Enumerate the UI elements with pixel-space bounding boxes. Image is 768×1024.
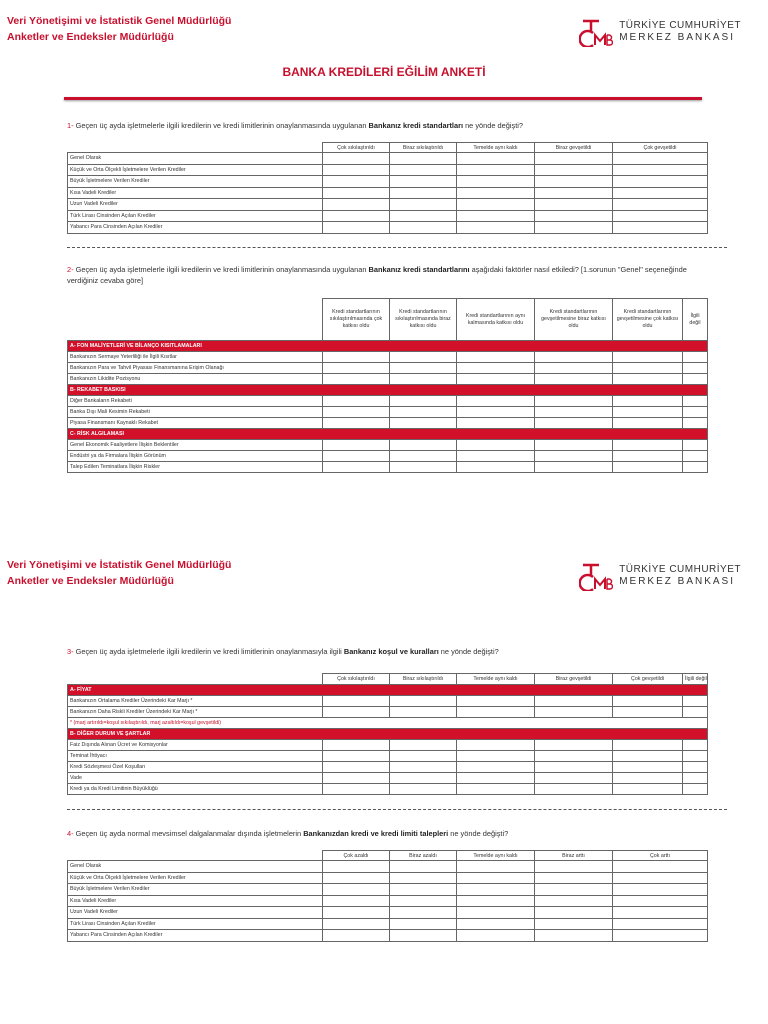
- logo-line1: TÜRKİYE CUMHURİYET: [619, 20, 741, 31]
- q3-row-label: Faiz Dışında Alınan Ücret ve Komisyonlar: [68, 740, 323, 751]
- q4-col-2: Biraz azaldı: [390, 851, 457, 861]
- answer-cell[interactable]: [613, 418, 683, 429]
- answer-cell[interactable]: [535, 740, 613, 751]
- answer-cell[interactable]: [390, 895, 457, 907]
- answer-cell[interactable]: [683, 407, 708, 418]
- q3-col-4: Biraz gevşetildi: [535, 674, 613, 685]
- answer-cell[interactable]: [323, 696, 390, 707]
- table-row: [68, 199, 708, 211]
- q4-number: 4-: [67, 829, 74, 838]
- answer-cell[interactable]: [535, 872, 613, 884]
- answer-cell[interactable]: [457, 210, 535, 222]
- answer-cell[interactable]: [390, 740, 457, 751]
- answer-cell[interactable]: [323, 164, 390, 176]
- answer-cell[interactable]: [535, 930, 613, 942]
- q1-col-3: Temelde aynı kaldı: [457, 143, 535, 153]
- answer-cell[interactable]: [457, 363, 535, 374]
- answer-cell[interactable]: [323, 396, 390, 407]
- answer-cell[interactable]: [323, 153, 390, 165]
- answer-cell[interactable]: [683, 740, 708, 751]
- table-row: [68, 451, 708, 462]
- answer-cell[interactable]: [323, 176, 390, 188]
- answer-cell[interactable]: [457, 187, 535, 199]
- logo-line2: MERKEZ BANKASI: [619, 576, 736, 587]
- answer-cell[interactable]: [323, 210, 390, 222]
- q3-col-6: İlgili değil: [683, 674, 708, 685]
- logo-line1: TÜRKİYE CUMHURİYET: [619, 564, 741, 575]
- answer-cell[interactable]: [535, 222, 613, 234]
- table-row: [68, 784, 708, 795]
- table-row: [68, 374, 708, 385]
- q2-col-2: Kredi standartlarının sıkılaştırılmasında biraz katkısı oldu: [390, 299, 457, 341]
- table-row: [68, 164, 708, 176]
- q2-row-label: Endüstri ya da Firmalara İlişkin Görünüm: [68, 451, 323, 462]
- department-line2: Anketler ve Endeksler Müdürlüğü: [7, 31, 174, 43]
- q3-text: Geçen üç ayda işletmelerle ilgili kredilerin ve kredi limitlerinin onaylanmasıyla ilgili: [73, 647, 344, 656]
- q3-row-label: Kredi ya da Kredi Limitinin Büyüklüğü: [68, 784, 323, 795]
- q2-text: Geçen üç ayda işletmelerle ilgili kredilerin ve kredi limitlerinin onaylanmasında uygulanan: [73, 265, 369, 274]
- answer-cell[interactable]: [683, 762, 708, 773]
- answer-cell[interactable]: [683, 696, 708, 707]
- answer-cell[interactable]: [683, 462, 708, 473]
- q1-bold: Bankanız kredi standartları: [368, 121, 464, 130]
- answer-cell[interactable]: [390, 396, 457, 407]
- answer-cell[interactable]: [457, 352, 535, 363]
- answer-cell[interactable]: [683, 784, 708, 795]
- answer-cell[interactable]: [535, 918, 613, 930]
- table-row: [68, 773, 708, 784]
- q4-col-1: Çok azaldı: [323, 851, 390, 861]
- answer-cell[interactable]: [323, 740, 390, 751]
- table-row: [68, 210, 708, 222]
- answer-cell[interactable]: [535, 363, 613, 374]
- answer-cell[interactable]: [683, 374, 708, 385]
- answer-cell[interactable]: [613, 176, 708, 188]
- q4-col-4: Biraz arttı: [535, 851, 613, 861]
- answer-cell[interactable]: [613, 784, 683, 795]
- answer-cell[interactable]: [457, 707, 535, 718]
- q4-col-3: Temelde aynı kaldı: [457, 851, 535, 861]
- answer-cell[interactable]: [323, 773, 390, 784]
- answer-cell[interactable]: [323, 895, 390, 907]
- answer-cell[interactable]: [323, 884, 390, 896]
- answer-cell[interactable]: [535, 418, 613, 429]
- answer-cell[interactable]: [457, 396, 535, 407]
- answer-cell[interactable]: [457, 861, 535, 873]
- answer-cell[interactable]: [535, 153, 613, 165]
- q3-section-a: A- FİYAT: [68, 685, 708, 696]
- answer-cell[interactable]: [683, 352, 708, 363]
- q4-row-label: Genel Olarak: [68, 861, 323, 873]
- answer-cell[interactable]: [390, 352, 457, 363]
- answer-cell[interactable]: [390, 451, 457, 462]
- answer-cell[interactable]: [613, 222, 708, 234]
- q3-text-end: ne yönde değişti?: [438, 647, 499, 656]
- q2-col-3: Kredi standartlarının aynı kalmasında katkısı oldu: [457, 299, 535, 341]
- answer-cell[interactable]: [323, 462, 390, 473]
- answer-cell[interactable]: [613, 199, 708, 211]
- answer-cell[interactable]: [457, 751, 535, 762]
- answer-cell[interactable]: [323, 199, 390, 211]
- answer-cell[interactable]: [683, 751, 708, 762]
- answer-cell[interactable]: [323, 762, 390, 773]
- answer-cell[interactable]: [457, 918, 535, 930]
- table-row: [68, 407, 708, 418]
- answer-cell[interactable]: [457, 895, 535, 907]
- answer-cell[interactable]: [323, 451, 390, 462]
- answer-cell[interactable]: [390, 884, 457, 896]
- answer-cell[interactable]: [323, 861, 390, 873]
- table-row: [68, 861, 708, 873]
- question-3: [67, 646, 707, 657]
- q1-col-1: Çok sıkılaştırıldı: [323, 143, 390, 153]
- dashed-separator: [67, 809, 727, 810]
- table-row: [68, 918, 708, 930]
- q4-row-label: Türk Lirası Cinsinden Açılan Krediler: [68, 918, 323, 930]
- q3-col-5: Çok gevşetildi: [613, 674, 683, 685]
- answer-cell[interactable]: [323, 440, 390, 451]
- answer-cell[interactable]: [390, 918, 457, 930]
- q4-row-label: Kısa Vadeli Krediler: [68, 895, 323, 907]
- answer-cell[interactable]: [390, 872, 457, 884]
- answer-cell[interactable]: [457, 440, 535, 451]
- answer-cell[interactable]: [613, 884, 708, 896]
- q2-row-label: Diğer Bankaların Rekabeti: [68, 396, 323, 407]
- q1-row-label: Genel Olarak: [68, 153, 323, 165]
- answer-cell[interactable]: [613, 930, 708, 942]
- table-row: [68, 707, 708, 718]
- answer-cell[interactable]: [613, 907, 708, 919]
- table-row: [68, 762, 708, 773]
- answer-cell[interactable]: [390, 930, 457, 942]
- answer-cell[interactable]: [535, 884, 613, 896]
- answer-cell[interactable]: [535, 861, 613, 873]
- answer-cell[interactable]: [390, 176, 457, 188]
- q1-col-4: Biraz gevşetildi: [535, 143, 613, 153]
- q2-row-label: Bankanızın Sermaye Yeterliliği ile İlgili Kısıtlar: [68, 352, 323, 363]
- answer-cell[interactable]: [535, 199, 613, 211]
- q2-col-5: Kredi standartlarının gevşetilmesine çok katkısı oldu: [613, 299, 683, 341]
- answer-cell[interactable]: [535, 210, 613, 222]
- answer-cell[interactable]: [457, 740, 535, 751]
- answer-cell[interactable]: [390, 363, 457, 374]
- page1-header: [7, 13, 761, 53]
- q1-row-label: Büyük İşletmelere Verilen Krediler: [68, 176, 323, 188]
- answer-cell[interactable]: [683, 773, 708, 784]
- answer-cell[interactable]: [613, 451, 683, 462]
- answer-cell[interactable]: [535, 187, 613, 199]
- answer-cell[interactable]: [613, 462, 683, 473]
- question-4: [67, 828, 707, 839]
- answer-cell[interactable]: [323, 707, 390, 718]
- answer-cell[interactable]: [390, 222, 457, 234]
- q2-number: 2-: [67, 265, 74, 274]
- answer-cell[interactable]: [535, 751, 613, 762]
- q4-row-label: Yabancı Para Cinsinden Açılan Krediler: [68, 930, 323, 942]
- answer-cell[interactable]: [683, 363, 708, 374]
- answer-cell[interactable]: [683, 440, 708, 451]
- answer-cell[interactable]: [535, 176, 613, 188]
- answer-cell[interactable]: [323, 751, 390, 762]
- answer-cell[interactable]: [613, 187, 708, 199]
- answer-cell[interactable]: [535, 451, 613, 462]
- answer-cell[interactable]: [535, 374, 613, 385]
- answer-cell[interactable]: [683, 418, 708, 429]
- answer-cell[interactable]: [535, 396, 613, 407]
- answer-cell[interactable]: [457, 872, 535, 884]
- q3-margin-note: * (marj artırıldı=koşul sıkılaştırıldı, marj azaltıldı=koşul gevşetildi): [68, 718, 708, 729]
- q2-text-end: aşağıdaki faktörler nasıl etkiledi? [1.sorunun "Genel" seçeneğinde verdiğiniz cevaba göre]: [67, 265, 687, 285]
- tcmb-logo-icon: [579, 17, 613, 47]
- q3-row-label: Kredi Sözleşmesi Özel Koşulları: [68, 762, 323, 773]
- question-2: [67, 264, 707, 286]
- q1-row-label: Türk Lirası Cinsinden Açılan Krediler: [68, 210, 323, 222]
- answer-cell[interactable]: [323, 363, 390, 374]
- logo-line2: MERKEZ BANKASI: [619, 32, 736, 43]
- q4-text: Geçen üç ayda normal mevsimsel dalgalanmalar dışında işletmelerin: [73, 829, 304, 838]
- q1-text: Geçen üç ayda işletmelerle ilgili kredilerin ve kredi limitlerinin onaylanmasında uygulanan: [73, 121, 369, 130]
- answer-cell[interactable]: [323, 187, 390, 199]
- q2-bold: Bankanız kredi standartlarını: [368, 265, 470, 274]
- department-line1: Veri Yönetişimi ve İstatistik Genel Müdürlüğü: [7, 559, 232, 571]
- q3-number: 3-: [67, 647, 74, 656]
- answer-cell[interactable]: [390, 210, 457, 222]
- answer-cell[interactable]: [390, 861, 457, 873]
- answer-cell[interactable]: [390, 374, 457, 385]
- answer-cell[interactable]: [613, 210, 708, 222]
- answer-cell[interactable]: [457, 462, 535, 473]
- q1-number: 1-: [67, 121, 74, 130]
- q1-col-2: Biraz sıkılaştırıldı: [390, 143, 457, 153]
- q2-row-label: Bankanızın Likidite Pozisyonu: [68, 374, 323, 385]
- q4-table: [67, 850, 708, 942]
- q2-row-label: Banka Dışı Mali Kesimin Rekabeti: [68, 407, 323, 418]
- question-1: [67, 120, 707, 131]
- answer-cell[interactable]: [683, 451, 708, 462]
- answer-cell[interactable]: [535, 773, 613, 784]
- q3-col-3: Temelde aynı kaldı: [457, 674, 535, 685]
- q2-row-label: Piyasa Finansmanı Kaynaklı Rekabet: [68, 418, 323, 429]
- answer-cell[interactable]: [457, 407, 535, 418]
- table-row: [68, 418, 708, 429]
- q2-row-label: Bankanızın Para ve Tahvil Piyasası Finansmanına Erişim Olanağı: [68, 363, 323, 374]
- answer-cell[interactable]: [535, 440, 613, 451]
- table-row: [68, 363, 708, 374]
- table-row: [68, 176, 708, 188]
- q2-table: [67, 298, 708, 473]
- answer-cell[interactable]: [390, 762, 457, 773]
- answer-cell[interactable]: [613, 895, 708, 907]
- answer-cell[interactable]: [535, 895, 613, 907]
- answer-cell[interactable]: [390, 440, 457, 451]
- answer-cell[interactable]: [390, 418, 457, 429]
- answer-cell[interactable]: [535, 407, 613, 418]
- answer-cell[interactable]: [390, 707, 457, 718]
- table-row: [68, 222, 708, 234]
- table-row: [68, 153, 708, 165]
- answer-cell[interactable]: [613, 707, 683, 718]
- answer-cell[interactable]: [457, 930, 535, 942]
- tcmb-logo: [579, 17, 741, 47]
- answer-cell[interactable]: [457, 907, 535, 919]
- table-row: [68, 187, 708, 199]
- q1-row-label: Küçük ve Orta Ölçekli İşletmelere Verilen Krediler: [68, 164, 323, 176]
- table-row: [68, 872, 708, 884]
- answer-cell[interactable]: [683, 396, 708, 407]
- table-row: [68, 751, 708, 762]
- answer-cell[interactable]: [613, 872, 708, 884]
- q2-col-1: Kredi standartlarının sıkılaştırılmasında çok katkısı oldu: [323, 299, 390, 341]
- answer-cell[interactable]: [535, 352, 613, 363]
- answer-cell[interactable]: [457, 164, 535, 176]
- answer-cell[interactable]: [390, 187, 457, 199]
- table-row: [68, 895, 708, 907]
- q3-bold: Bankanız koşul ve kuralları: [343, 647, 439, 656]
- answer-cell[interactable]: [613, 740, 683, 751]
- answer-cell[interactable]: [390, 773, 457, 784]
- q2-section-a: A- FON MALİYETLERİ VE BİLANÇO KISITLAMALARI: [68, 341, 708, 352]
- answer-cell[interactable]: [323, 872, 390, 884]
- answer-cell[interactable]: [613, 762, 683, 773]
- q3-table: [67, 673, 708, 795]
- table-row: [68, 462, 708, 473]
- answer-cell[interactable]: [613, 407, 683, 418]
- page2-header: [7, 557, 761, 597]
- q4-col-5: Çok arttı: [613, 851, 708, 861]
- answer-cell[interactable]: [613, 773, 683, 784]
- table-row: [68, 740, 708, 751]
- tcmb-logo: [579, 561, 741, 591]
- q4-text-end: ne yönde değişti?: [448, 829, 509, 838]
- answer-cell[interactable]: [323, 907, 390, 919]
- tcmb-logo-icon: [579, 561, 613, 591]
- q4-row-label: Küçük ve Orta Ölçekli İşletmelere Verilen Krediler: [68, 872, 323, 884]
- table-row: [68, 930, 708, 942]
- answer-cell[interactable]: [457, 176, 535, 188]
- q1-row-label: Uzun Vadeli Krediler: [68, 199, 323, 211]
- answer-cell[interactable]: [683, 707, 708, 718]
- answer-cell[interactable]: [613, 396, 683, 407]
- answer-cell[interactable]: [323, 930, 390, 942]
- answer-cell[interactable]: [390, 462, 457, 473]
- answer-cell[interactable]: [457, 884, 535, 896]
- q3-row-label: Vade: [68, 773, 323, 784]
- answer-cell[interactable]: [390, 153, 457, 165]
- answer-cell[interactable]: [535, 707, 613, 718]
- dashed-separator: [67, 247, 727, 248]
- answer-cell[interactable]: [390, 696, 457, 707]
- q2-row-label: Genel Ekonomik Faaliyetlere İlişkin Beklentiler: [68, 440, 323, 451]
- department-heading: [7, 557, 231, 589]
- q2-col-4: Kredi standartlarının gevşetilmesine biraz katkısı oldu: [535, 299, 613, 341]
- answer-cell[interactable]: [457, 374, 535, 385]
- table-row: [68, 696, 708, 707]
- answer-cell[interactable]: [457, 696, 535, 707]
- title-rule: [64, 97, 702, 100]
- answer-cell[interactable]: [535, 762, 613, 773]
- table-row: [68, 440, 708, 451]
- answer-cell[interactable]: [535, 784, 613, 795]
- answer-cell[interactable]: [390, 751, 457, 762]
- department-heading: [7, 13, 231, 45]
- answer-cell[interactable]: [613, 751, 683, 762]
- answer-cell[interactable]: [323, 407, 390, 418]
- q3-col-2: Biraz sıkılaştırıldı: [390, 674, 457, 685]
- department-line1: Veri Yönetişimi ve İstatistik Genel Müdürlüğü: [7, 15, 232, 27]
- answer-cell[interactable]: [613, 861, 708, 873]
- answer-cell[interactable]: [457, 153, 535, 165]
- answer-cell[interactable]: [613, 918, 708, 930]
- answer-cell[interactable]: [390, 784, 457, 795]
- answer-cell[interactable]: [323, 222, 390, 234]
- answer-cell[interactable]: [390, 164, 457, 176]
- q4-row-label: Büyük İşletmelere Verilen Krediler: [68, 884, 323, 896]
- q3-row-label: Bankanızın Daha Riskli Krediler Üzerindeki Kar Marjı *: [68, 707, 323, 718]
- answer-cell[interactable]: [323, 374, 390, 385]
- answer-cell[interactable]: [323, 418, 390, 429]
- answer-cell[interactable]: [323, 352, 390, 363]
- q2-section-b: B- REKABET BASKISI: [68, 385, 708, 396]
- answer-cell[interactable]: [613, 153, 708, 165]
- q2-section-c: C- RİSK ALGILAMASI: [68, 429, 708, 440]
- department-line2: Anketler ve Endeksler Müdürlüğü: [7, 575, 174, 587]
- answer-cell[interactable]: [613, 440, 683, 451]
- table-row: [68, 907, 708, 919]
- answer-cell[interactable]: [457, 762, 535, 773]
- q3-col-1: Çok sıkılaştırıldı: [323, 674, 390, 685]
- q1-text-end: ne yönde değişti?: [463, 121, 524, 130]
- answer-cell[interactable]: [535, 164, 613, 176]
- answer-cell[interactable]: [457, 773, 535, 784]
- answer-cell[interactable]: [390, 199, 457, 211]
- q3-row-label: Bankanızın Ortalama Krediler Üzerindeki Kar Marjı *: [68, 696, 323, 707]
- answer-cell[interactable]: [390, 407, 457, 418]
- table-row: [68, 884, 708, 896]
- q1-col-5: Çok gevşetildi: [613, 143, 708, 153]
- answer-cell[interactable]: [535, 462, 613, 473]
- q4-row-label: Uzun Vadeli Krediler: [68, 907, 323, 919]
- answer-cell[interactable]: [390, 907, 457, 919]
- answer-cell[interactable]: [457, 418, 535, 429]
- q3-section-b: B- DİĞER DURUM VE ŞARTLAR: [68, 729, 708, 740]
- page-title: BANKA KREDİLERİ EĞİLİM ANKETİ: [282, 65, 486, 79]
- q1-row-label: Kısa Vadeli Krediler: [68, 187, 323, 199]
- answer-cell[interactable]: [457, 451, 535, 462]
- answer-cell[interactable]: [457, 784, 535, 795]
- answer-cell[interactable]: [613, 363, 683, 374]
- answer-cell[interactable]: [613, 374, 683, 385]
- table-row: [68, 352, 708, 363]
- answer-cell[interactable]: [613, 696, 683, 707]
- table-row: [68, 396, 708, 407]
- q2-col-6: İlgili değil: [683, 299, 708, 341]
- answer-cell[interactable]: [323, 918, 390, 930]
- answer-cell[interactable]: [457, 199, 535, 211]
- answer-cell[interactable]: [323, 784, 390, 795]
- answer-cell[interactable]: [613, 352, 683, 363]
- q3-row-label: Teminat İhtiyacı: [68, 751, 323, 762]
- answer-cell[interactable]: [535, 696, 613, 707]
- q4-bold: Bankanızdan kredi ve kredi limiti talepleri: [303, 829, 449, 838]
- answer-cell[interactable]: [535, 907, 613, 919]
- q1-row-label: Yabancı Para Cinsinden Açılan Krediler: [68, 222, 323, 234]
- answer-cell[interactable]: [613, 164, 708, 176]
- q2-row-label: Talep Edilen Teminatlara İlişkin Riskler: [68, 462, 323, 473]
- answer-cell[interactable]: [457, 222, 535, 234]
- q1-table: [67, 142, 708, 234]
